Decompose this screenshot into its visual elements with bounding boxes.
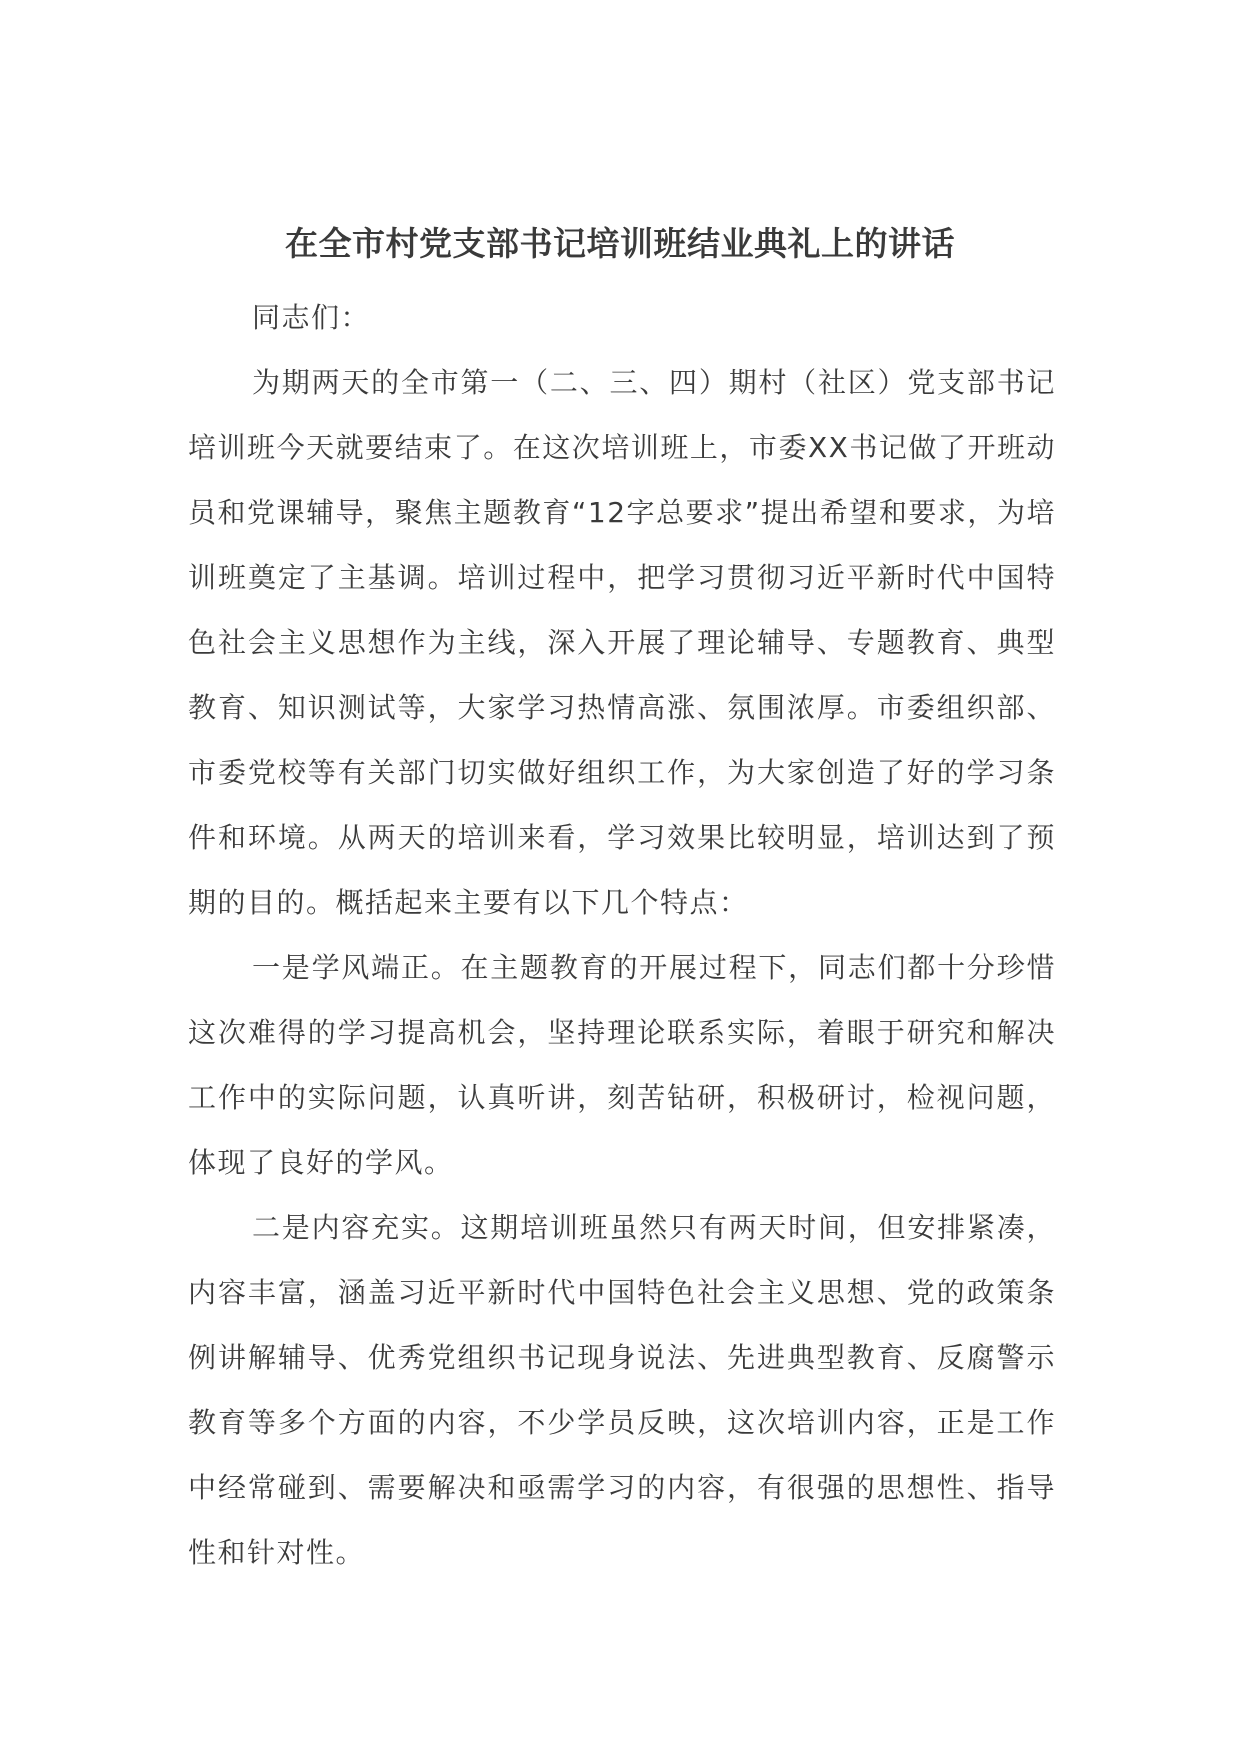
paragraph-point-two: 二是内容充实。这期培训班虽然只有两天时间，但安排紧凑，内容丰富，涵盖习近平新时代中国特色社会主义思想、党的政策条例讲解辅导、优秀党组织书记现身说法、先进典型教育、反腐警示教育等多个方面的内容，不少学员反映，这次培训内容，正是工作中经常碰到、需要解决和亟需学习的内容，有很强的思想性、指导性和针对性。: [188, 1211, 1056, 1569]
document-body: [188, 285, 1056, 1585]
document-title: 在全市村党支部书记培训班结业典礼上的讲话: [285, 224, 955, 264]
paragraph-intro: 为期两天的全市第一（二、三、四）期村（社区）党支部书记培训班今天就要结束了。在这次培训班上，市委XX书记做了开班动员和党课辅导，聚焦主题教育“12字总要求”提出希望和要求，为培训班奠定了主基调。培训过程中，把学习贯彻习近平新时代中国特色社会主义思想作为主线，深入开展了理论辅导、专题教育、典型教育、知识测试等，大家学习热情高涨、氛围浓厚。市委组织部、市委党校等有关部门切实做好组织工作，为大家创造了好的学习条件和环境。从两天的培训来看，学习效果比较明显，培训达到了预期的目的。概括起来主要有以下几个特点：: [188, 366, 1056, 919]
salutation: 同志们：: [252, 301, 371, 334]
paragraph-point-one: 一是学风端正。在主题教育的开展过程下，同志们都十分珍惜这次难得的学习提高机会，坚持理论联系实际，着眼于研究和解决工作中的实际问题，认真听讲，刻苦钻研，积极研讨，检视问题，体现了良好的学风。: [188, 951, 1056, 1179]
